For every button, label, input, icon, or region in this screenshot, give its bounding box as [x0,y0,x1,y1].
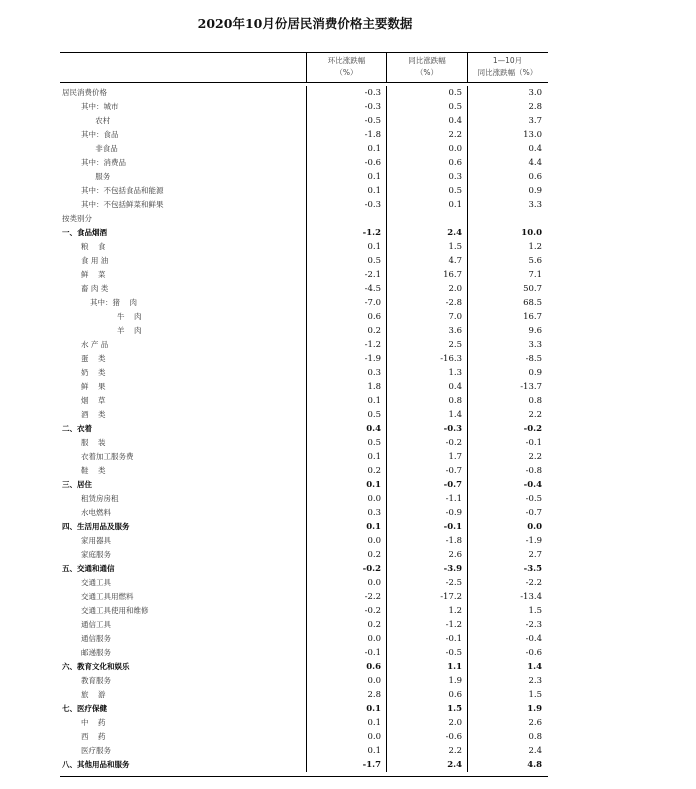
yoy-value: 1.5 [386,240,467,254]
header-mom-title: 环比涨跌幅 [327,56,366,65]
yoy-value [386,212,467,226]
ytd-value: -13.7 [467,380,547,394]
row-label: 鲜 果 [81,382,106,391]
mom-value: -0.2 [306,562,386,576]
table-header [60,53,548,83]
header-ytd-title: 1—10月 [492,56,523,65]
ytd-value: -2.3 [467,618,547,632]
ytd-value: -0.8 [467,464,547,478]
mom-value: -0.3 [306,100,386,114]
table-row [60,394,548,408]
mom-value: -0.1 [306,646,386,660]
table-row [60,198,548,212]
ytd-value: 3.0 [467,86,547,100]
mom-value: 0.0 [306,492,386,506]
table-row [60,254,548,268]
row-label: 非食品 [81,144,118,153]
yoy-value: -0.9 [386,506,467,520]
table-row [60,492,548,506]
yoy-value: 1.9 [386,674,467,688]
row-label: 牛 肉 [117,312,142,321]
ytd-value: 2.7 [467,548,547,562]
header-yoy [386,53,467,82]
yoy-value: -17.2 [386,590,467,604]
table-row [60,436,548,450]
mom-value: 0.1 [306,394,386,408]
mom-value: 0.1 [306,450,386,464]
row-label: 鲜 菜 [81,270,106,279]
row-label: 一、食品烟酒 [62,228,107,237]
header-label-column [60,53,306,82]
yoy-value: -1.1 [386,492,467,506]
ytd-value: 1.2 [467,240,547,254]
yoy-value: -0.7 [386,478,467,492]
ytd-value: 2.2 [467,408,547,422]
row-label: 粮 食 [81,242,106,251]
row-label: 六、教育文化和娱乐 [62,662,130,671]
row-label: 医疗服务 [81,746,111,755]
row-label: 四、生活用品及服务 [62,522,130,531]
category-row [60,660,548,674]
row-label: 服 装 [81,438,106,447]
table-row [60,240,548,254]
row-label: 其中：不包括食品和能源 [81,186,164,195]
yoy-value: -0.2 [386,436,467,450]
yoy-value: -16.3 [386,352,467,366]
table-row [60,506,548,520]
table-row [60,86,548,100]
table-row [60,184,548,198]
header-yoy-title: 同比涨跌幅 [408,56,446,65]
mom-value: 0.3 [306,366,386,380]
row-label: 其中：食品 [81,130,119,139]
table-row [60,632,548,646]
table-row [60,576,548,590]
ytd-value: 5.6 [467,254,547,268]
yoy-value: 0.6 [386,688,467,702]
table-row [60,744,548,758]
mom-value: -0.6 [306,156,386,170]
table-body [60,83,548,776]
mom-value: 0.0 [306,730,386,744]
mom-value: -2.2 [306,590,386,604]
ytd-value: -8.5 [467,352,547,366]
table-row [60,688,548,702]
header-ytd-unit: 同比涨跌幅（%） [477,68,538,77]
mom-value [306,212,386,226]
mom-value: -4.5 [306,282,386,296]
yoy-value: 2.4 [386,758,467,772]
row-label: 食 用 油 [81,256,109,265]
table-row [60,674,548,688]
mom-value: 0.2 [306,464,386,478]
mom-value: -1.8 [306,128,386,142]
ytd-value: -3.5 [467,562,547,576]
ytd-value: 2.3 [467,674,547,688]
table-row [60,716,548,730]
ytd-value: -0.7 [467,506,547,520]
row-label: 水 产 品 [81,340,109,349]
table-row [60,646,548,660]
ytd-value [467,212,547,226]
ytd-value: -0.2 [467,422,547,436]
table-row [60,268,548,282]
table-row [60,366,548,380]
row-label: 五、交通和通信 [62,564,115,573]
mom-value: -0.3 [306,86,386,100]
table-row [60,548,548,562]
mom-value: 0.0 [306,632,386,646]
ytd-value: 0.8 [467,394,547,408]
ytd-value: 16.7 [467,310,547,324]
ytd-value: 0.9 [467,184,547,198]
yoy-value: 2.5 [386,338,467,352]
mom-value: -1.2 [306,226,386,240]
row-label: 蛋 类 [81,354,106,363]
row-label: 其中：消费品 [81,158,126,167]
ytd-value: 1.9 [467,702,547,716]
yoy-value: 2.0 [386,282,467,296]
mom-value: 0.1 [306,184,386,198]
row-label: 通信工具 [81,620,111,629]
row-label: 通信服务 [81,634,111,643]
table-row [60,464,548,478]
table-row [60,604,548,618]
row-label: 家用器具 [81,536,111,545]
row-label: 交通工具用燃料 [81,592,134,601]
row-label: 居民消费价格 [62,88,107,97]
ytd-value: 13.0 [467,128,547,142]
ytd-value: -2.2 [467,576,547,590]
row-label: 教育服务 [81,676,111,685]
mom-value: -1.2 [306,338,386,352]
row-label: 其中：城市 [81,102,119,111]
yoy-value: 1.7 [386,450,467,464]
table-row [60,352,548,366]
ytd-value: 7.1 [467,268,547,282]
mom-value: 0.1 [306,520,386,534]
row-label: 旅 游 [81,690,106,699]
mom-value: 1.8 [306,380,386,394]
header-ytd [467,53,547,82]
ytd-value: 2.2 [467,450,547,464]
mom-value: -7.0 [306,296,386,310]
yoy-value: 0.5 [386,100,467,114]
row-label: 中 药 [81,718,106,727]
yoy-value: -2.8 [386,296,467,310]
mom-value: 0.1 [306,716,386,730]
yoy-value: 16.7 [386,268,467,282]
row-label: 酒 类 [81,410,106,419]
yoy-value: 3.6 [386,324,467,338]
row-label: 其中：不包括鲜菜和鲜果 [81,200,164,209]
ytd-value: 9.6 [467,324,547,338]
yoy-value: -0.7 [386,464,467,478]
ytd-value: 2.8 [467,100,547,114]
yoy-value: 2.4 [386,226,467,240]
row-label: 二、衣着 [62,424,92,433]
table-row [60,618,548,632]
yoy-value: 0.6 [386,156,467,170]
category-row [60,520,548,534]
page-title: 2020年10月份居民消费价格主要数据 [197,16,413,31]
yoy-value: 0.8 [386,394,467,408]
header-mom [306,53,386,82]
ytd-value: 1.5 [467,688,547,702]
mom-value: 0.4 [306,422,386,436]
ytd-value: -0.4 [467,632,547,646]
table-row [60,156,548,170]
yoy-value: 1.3 [386,366,467,380]
mom-value: 0.1 [306,142,386,156]
ytd-value: 4.8 [467,758,547,772]
row-label: 其中：猪 肉 [90,298,138,307]
table-row [60,730,548,744]
table-row [60,338,548,352]
yoy-value: 1.5 [386,702,467,716]
row-label: 烟 草 [81,396,106,405]
yoy-value: 2.2 [386,128,467,142]
mom-value: 0.1 [306,170,386,184]
mom-value: 0.5 [306,436,386,450]
table-row [60,100,548,114]
yoy-value: -2.5 [386,576,467,590]
ytd-value: -13.4 [467,590,547,604]
table-row [60,128,548,142]
ytd-value: 0.0 [467,520,547,534]
yoy-value: 2.6 [386,548,467,562]
ytd-value: 50.7 [467,282,547,296]
category-row [60,422,548,436]
yoy-value: 0.1 [386,198,467,212]
ytd-value: -0.6 [467,646,547,660]
row-label: 家庭服务 [81,550,111,559]
mom-value: -1.9 [306,352,386,366]
mom-value: -0.5 [306,114,386,128]
ytd-value: 68.5 [467,296,547,310]
yoy-value: 0.4 [386,380,467,394]
mom-value: 0.1 [306,240,386,254]
category-row [60,702,548,716]
yoy-value: 1.4 [386,408,467,422]
table-row [60,296,548,310]
yoy-value: -1.8 [386,534,467,548]
yoy-value: -0.1 [386,632,467,646]
category-row [60,226,548,240]
mom-value: -0.2 [306,604,386,618]
table-row [60,408,548,422]
table-row [60,142,548,156]
row-label: 衣着加工服务费 [81,452,134,461]
mom-value: 0.2 [306,324,386,338]
mom-value: 0.1 [306,702,386,716]
ytd-value: 0.6 [467,170,547,184]
row-label: 邮递服务 [81,648,111,657]
mom-value: 0.2 [306,548,386,562]
row-label: 鞋 类 [81,466,106,475]
category-row [60,758,548,772]
yoy-value: 0.3 [386,170,467,184]
row-label: 农村 [81,116,111,125]
yoy-value: -0.3 [386,422,467,436]
table-row [60,534,548,548]
ytd-value: -0.5 [467,492,547,506]
mom-value: 2.8 [306,688,386,702]
table-row [60,324,548,338]
category-row [60,478,548,492]
header-yoy-unit: （%） [415,68,439,77]
ytd-value: 1.5 [467,604,547,618]
ytd-value: 0.8 [467,730,547,744]
mom-value: 0.3 [306,506,386,520]
yoy-value: 0.5 [386,86,467,100]
yoy-value: 1.2 [386,604,467,618]
ytd-value: 10.0 [467,226,547,240]
table-row [60,114,548,128]
ytd-value: -1.9 [467,534,547,548]
mom-value: 0.1 [306,744,386,758]
row-label: 奶 类 [81,368,106,377]
ytd-value: 2.4 [467,744,547,758]
row-label: 八、其他用品和服务 [62,760,130,769]
mom-value: 0.5 [306,254,386,268]
yoy-value: 2.2 [386,744,467,758]
table-row [60,170,548,184]
ytd-value: 3.3 [467,338,547,352]
mom-value: -2.1 [306,268,386,282]
ytd-value: -0.1 [467,436,547,450]
ytd-value: 0.4 [467,142,547,156]
cpi-table [60,52,548,777]
row-label: 羊 肉 [117,326,142,335]
row-label: 畜 肉 类 [81,284,109,293]
yoy-value: 0.5 [386,184,467,198]
row-label: 七、医疗保健 [62,704,107,713]
ytd-value: 0.9 [467,366,547,380]
ytd-value: 2.6 [467,716,547,730]
table-row [60,282,548,296]
row-label: 服务 [81,172,111,181]
ytd-value: 1.4 [467,660,547,674]
yoy-value: 4.7 [386,254,467,268]
ytd-value: 3.7 [467,114,547,128]
mom-value: 0.6 [306,660,386,674]
mom-value: 0.1 [306,478,386,492]
ytd-value: -0.4 [467,478,547,492]
category-row [60,562,548,576]
yoy-value: 0.0 [386,142,467,156]
yoy-value: -0.1 [386,520,467,534]
yoy-value: 2.0 [386,716,467,730]
yoy-value: 7.0 [386,310,467,324]
table-row [60,212,548,226]
mom-value: -0.3 [306,198,386,212]
yoy-value: -3.9 [386,562,467,576]
table-row [60,590,548,604]
mom-value: 0.5 [306,408,386,422]
mom-value: 0.0 [306,576,386,590]
header-mom-unit: （%） [335,68,358,77]
yoy-value: -1.2 [386,618,467,632]
table-row [60,310,548,324]
mom-value: 0.0 [306,674,386,688]
row-label: 租赁房房租 [81,494,119,503]
table-row [60,450,548,464]
mom-value: 0.6 [306,310,386,324]
mom-value: 0.0 [306,534,386,548]
yoy-value: -0.5 [386,646,467,660]
ytd-value: 3.3 [467,198,547,212]
row-label: 西 药 [81,732,106,741]
mom-value: 0.2 [306,618,386,632]
mom-value: -1.7 [306,758,386,772]
row-label: 水电燃料 [81,508,111,517]
yoy-value: 0.4 [386,114,467,128]
yoy-value: -0.6 [386,730,467,744]
row-label: 交通工具 [81,578,111,587]
row-label: 三、居住 [62,480,92,489]
ytd-value: 4.4 [467,156,547,170]
yoy-value: 1.1 [386,660,467,674]
table-row [60,380,548,394]
row-label: 交通工具使用和维修 [81,606,149,615]
row-label: 按类别分 [62,214,92,223]
